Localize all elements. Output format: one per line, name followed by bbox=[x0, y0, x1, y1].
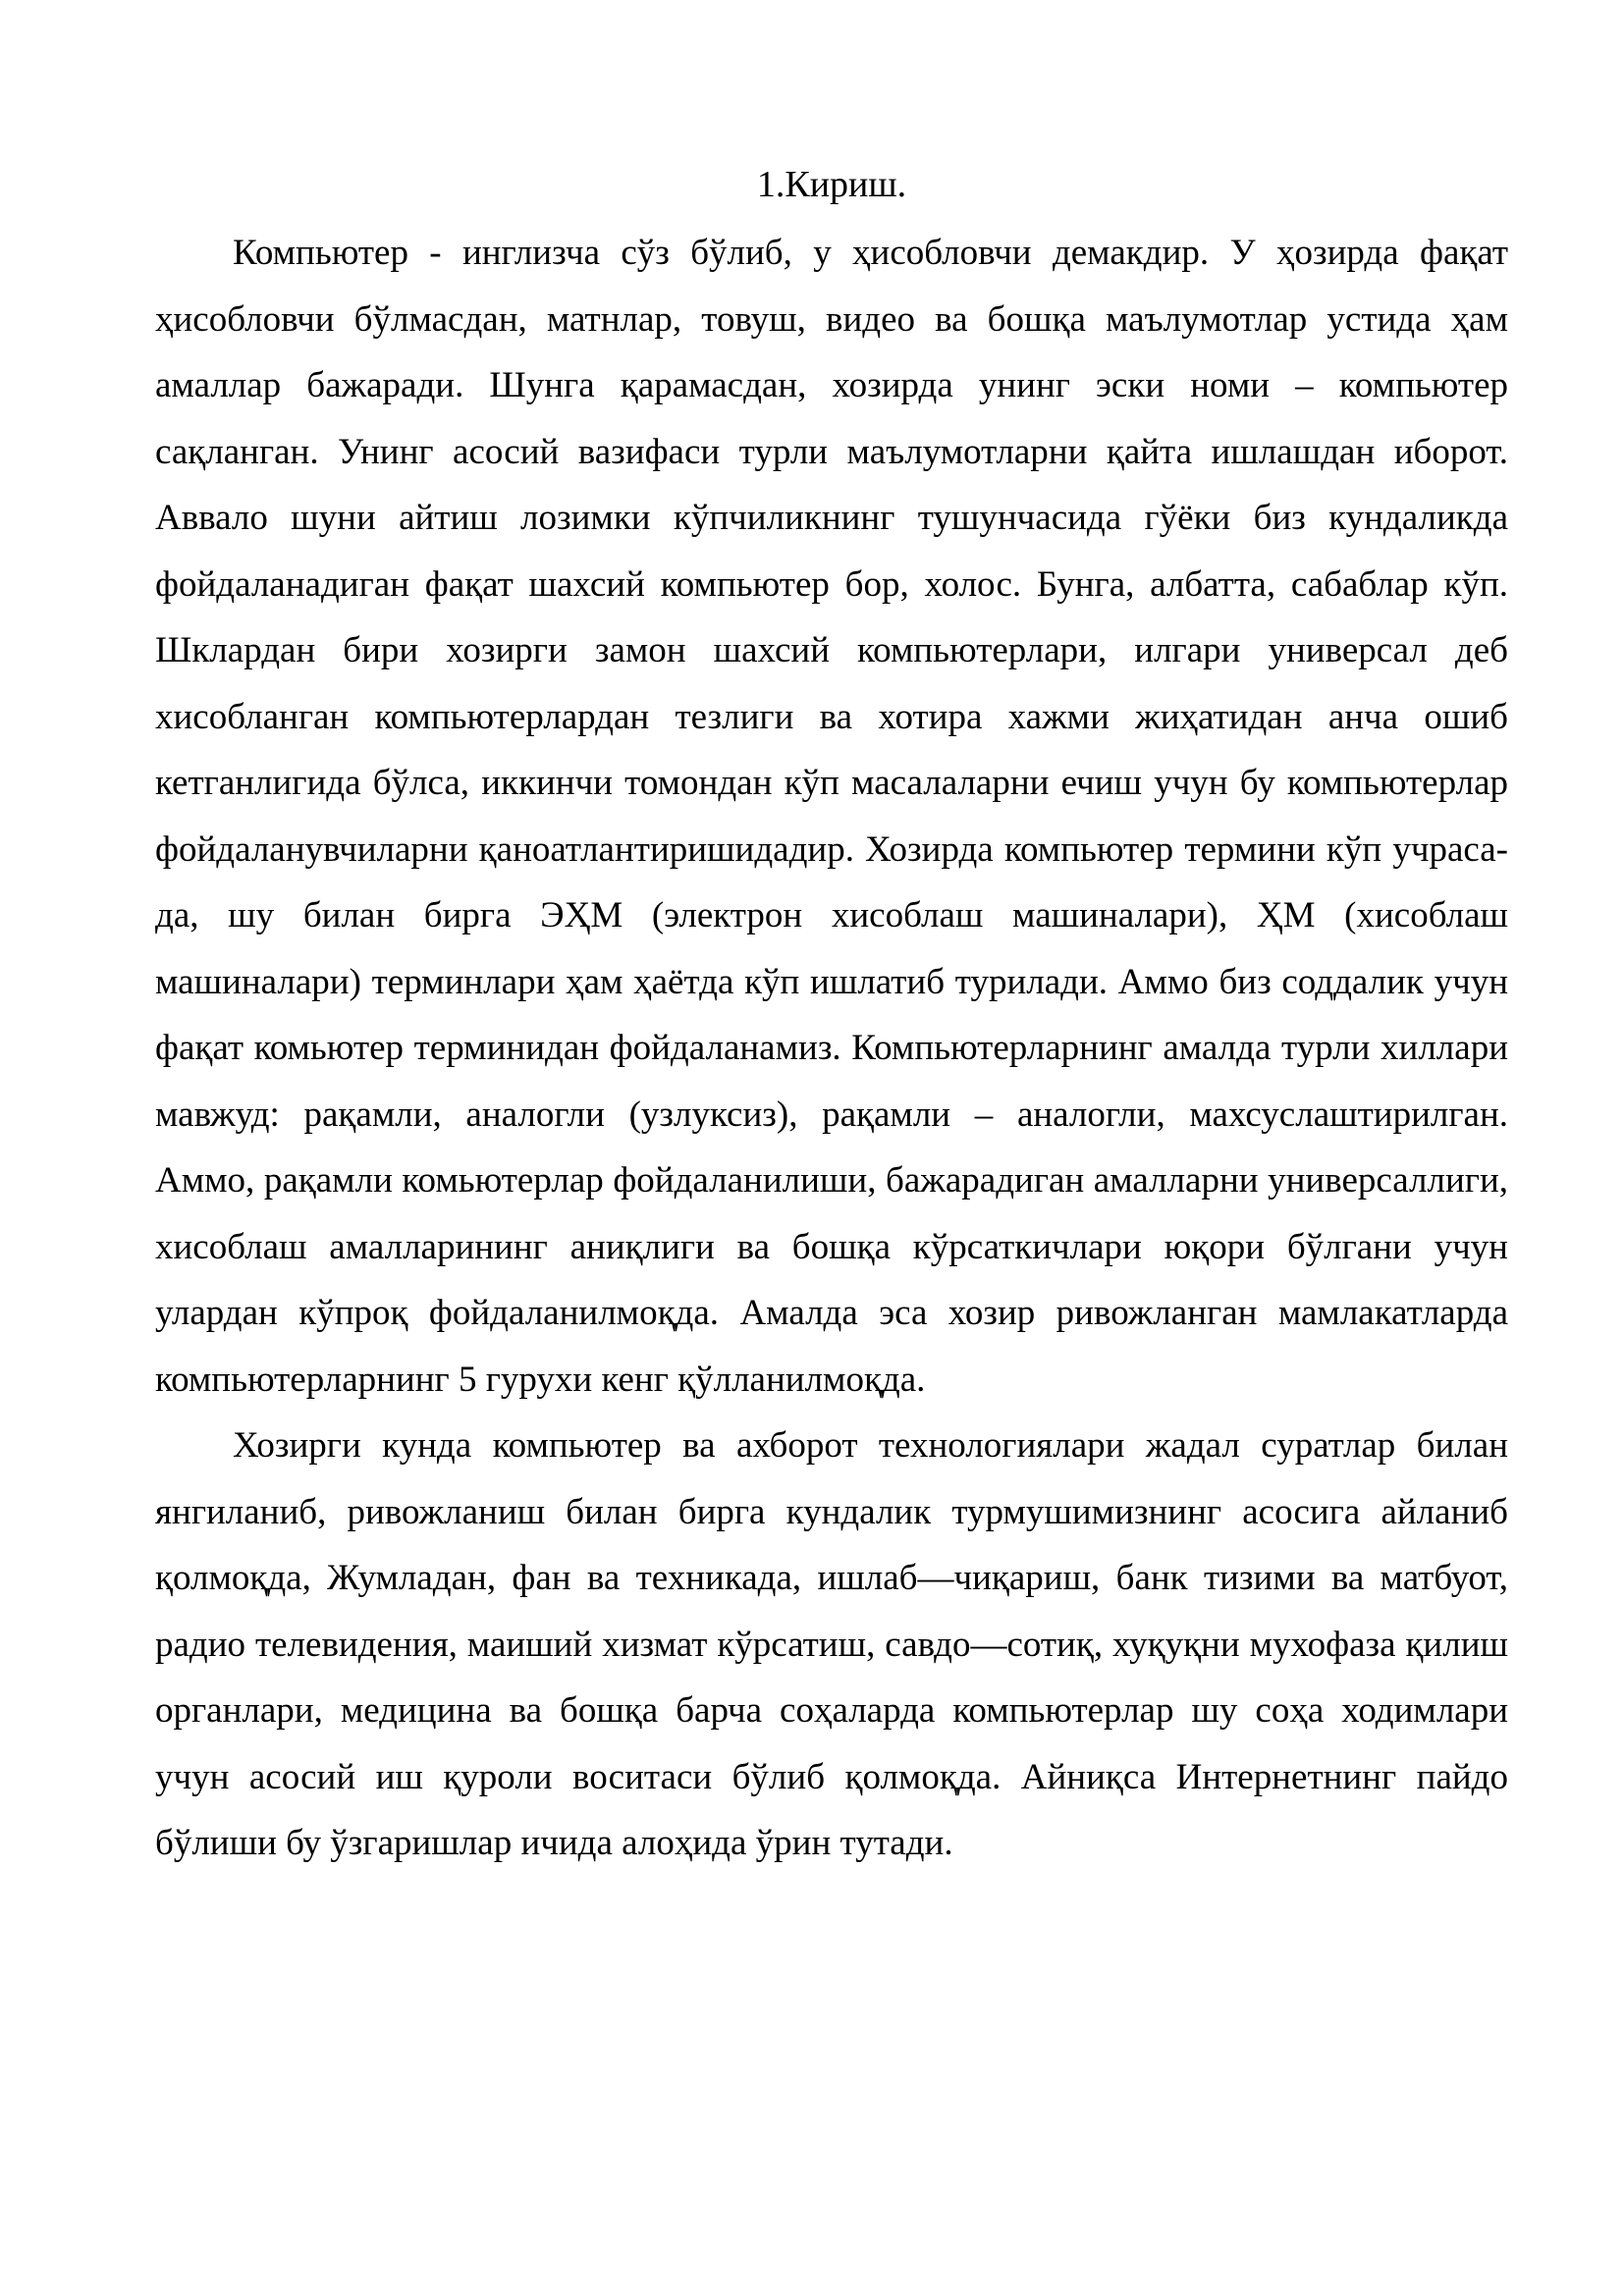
paragraph-introduction: Компьютер - инглизча сўз бўлиб, у ҳисобловчи демакдир. У ҳозирда фақат ҳисобловчи бўлмасдан, матнлар, товуш, видео ва бошқа маълумотлар устида ҳам амаллар бажаради. Шунга қарамасдан, хозирда унинг эски номи – компьютер сақланган. Унинг асосий вазифаси турли маълумотларни қайта ишлашдан иборот. Аввало шуни айтиш лозимки кўпчиликнинг тушунчасида гўёки биз кундаликда фойдаланадиган фақат шахсий компьютер бор, холос. Бунга, албатта, сабаблар кўп. Шклардан бири хозирги замон шахсий компьютерлари, илгари универсал деб хисобланган компьютерлардан тезлиги ва хотира хажми жиҳатидан анча ошиб кетганлигида бўлса, иккинчи томондан кўп масалаларни ечиш учун бу компьютерлар фойдаланувчиларни қаноатлантиришидадир. Хозирда компьютер термини кўп учраса-да, шу билан бирга ЭҲМ (электрон хисоблаш машиналари), ҲМ (хисоблаш машиналари) терминлари ҳам ҳаётда кўп ишлатиб турилади. Аммо биз соддалик учун фақат комьютер терминидан фойдаланамиз. Компьютерларнинг амалда турли хиллари мавжуд: рақамли, аналогли (узлуксиз), рақамли – аналогли, махсуслаштирилган. Аммо, рақамли комьютерлар фойдаланилиши, бажарадиган амалларни универсаллиги, хисоблаш амалларининг аниқлиги ва бошқа кўрсаткичлари юқори бўлгани учун улардан кўпроқ фойдаланилмоқда. Амалда эса хозир ривожланган мамлакатларда компьютерларнинг 5 гурухи кенг қўлланилмоқда. bbox=[155, 233, 1508, 1400]
section-title: 1.Кириш. bbox=[756, 164, 907, 205]
paragraph-modern-technology: Хозирги кунда компьютер ва ахборот технологиялари жадал суратлар билан янгиланиб, ривожланиш билан бирга кундалик турмушимизнинг асосига айланиб қолмоқда, Жумладан, фан ва техникада, ишлаб—чиқариш, банк тизими ва матбуот, радио телевидения, маиший хизмат кўрсатиш, савдо—сотиқ, хуқуқни мухофаза қилиш органлари, медицина ва бошқа барча соҳаларда компьютерлар шу соҳа ходимлари учун асосий иш қуроли воситаси бўлиб қолмоқда. Айниқса Интернетнинг пайдо бўлиши бу ўзгаришлар ичида алоҳида ўрин тутади. bbox=[155, 1425, 1508, 1863]
document-body bbox=[155, 152, 1508, 1877]
